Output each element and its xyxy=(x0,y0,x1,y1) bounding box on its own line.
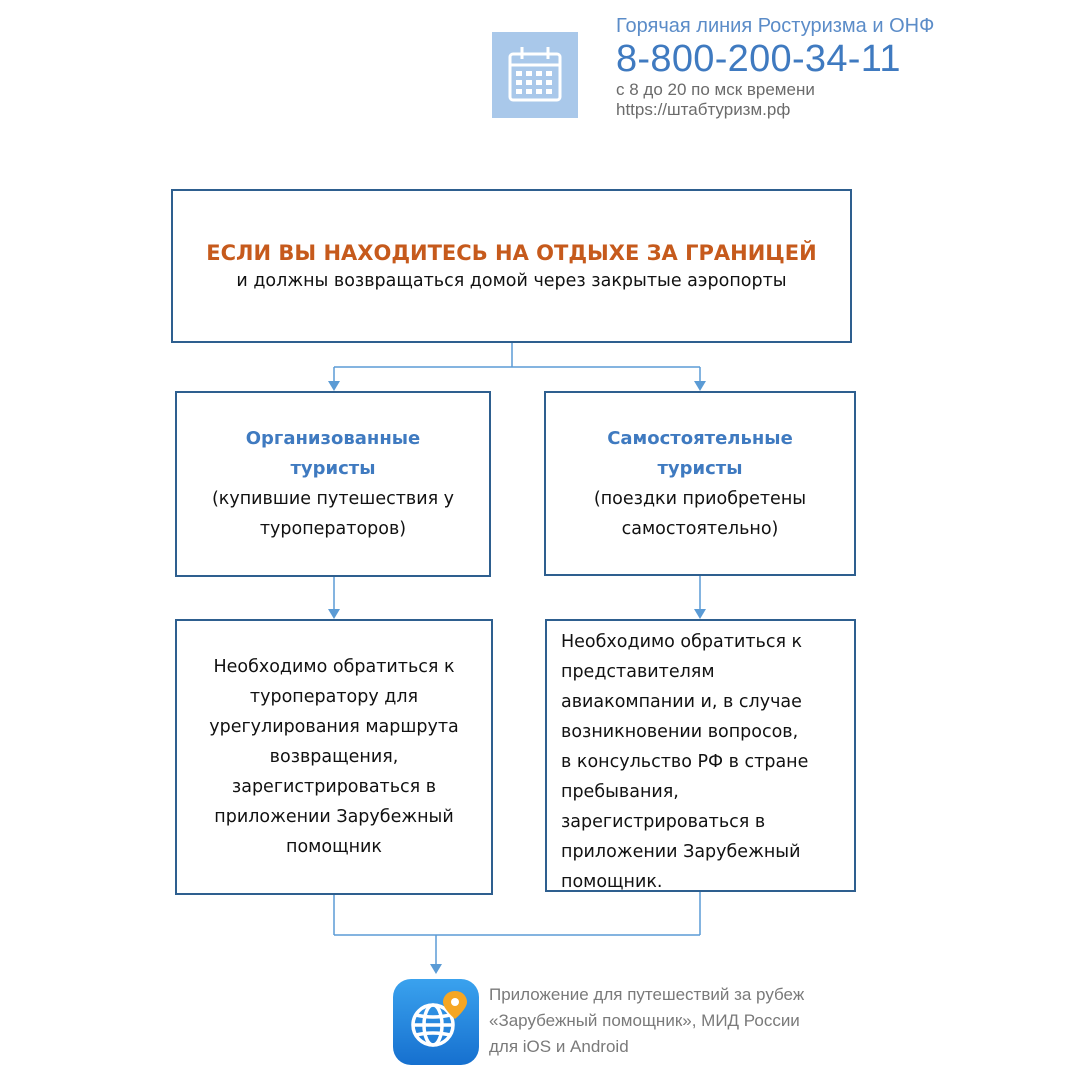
calendar-icon xyxy=(492,32,578,118)
independent-action-line: зарегистрироваться в xyxy=(561,812,766,832)
arrowhead-app xyxy=(430,964,442,974)
organized-action-line: помощник xyxy=(286,837,382,857)
hotline-url[interactable]: https://штабтуризм.рф xyxy=(616,100,791,119)
hotline-block xyxy=(616,14,934,120)
independent-action-line: представителям xyxy=(561,662,715,682)
organized-action-line: туроператору для xyxy=(249,687,419,707)
independent-title-line2: туристы xyxy=(657,457,743,479)
organized-action-box xyxy=(175,619,493,895)
arrowhead-left-bot xyxy=(328,609,340,619)
organized-title-line1: Организованные xyxy=(245,428,421,449)
app-caption-line1: Приложение для путешествий за рубеж xyxy=(489,985,805,1004)
independent-tourists-box xyxy=(544,391,856,576)
independent-sub-line1: (поездки приобретены xyxy=(593,488,807,509)
organized-title-line2: туристы xyxy=(290,458,376,479)
organized-action-line: урегулирования маршрута xyxy=(209,717,459,737)
hotline-phone[interactable]: 8-800-200-34-11 xyxy=(616,38,901,80)
organized-sub-line2: туроператоров) xyxy=(259,519,407,539)
globe-location-icon[interactable] xyxy=(393,979,479,1065)
hotline-title: Горячая линия Ростуризма и ОНФ xyxy=(616,15,935,37)
app-caption xyxy=(489,982,804,1060)
independent-action-line: пребывания, xyxy=(561,782,679,802)
independent-sub-line2: самостоятельно) xyxy=(621,518,779,539)
independent-action-line: помощник. xyxy=(561,872,663,892)
hotline-hours: с 8 до 20 по мск времени xyxy=(616,80,815,99)
independent-action-line: в консульство РФ в стране xyxy=(561,752,809,772)
independent-action-line: авиакомпании и, в случае xyxy=(561,692,802,712)
organized-tourists-box xyxy=(175,391,491,577)
app-caption-line2: «Зарубежный помощник», МИД России xyxy=(489,1011,800,1030)
arrowhead-right-bot xyxy=(694,609,706,619)
situation-box xyxy=(171,189,852,343)
independent-action-line: приложении Зарубежный xyxy=(561,842,801,862)
arrowhead-left-mid xyxy=(328,381,340,391)
independent-action-line: Необходимо обратиться к xyxy=(561,632,803,652)
organized-action-line: приложении Зарубежный xyxy=(214,807,454,827)
situation-subtitle: и должны возвращаться домой через закрытые аэропорты xyxy=(236,271,787,291)
arrowhead-right-mid xyxy=(694,381,706,391)
organized-action-line: возвращения, xyxy=(269,747,399,767)
independent-title-line1: Самостоятельные xyxy=(607,427,793,449)
organized-action-line: зарегистрироваться в xyxy=(231,777,437,797)
organized-sub-line1: (купившие путешествия у xyxy=(211,489,455,509)
app-caption-line3: для iOS и Android xyxy=(489,1037,629,1056)
independent-action-box xyxy=(545,619,856,892)
organized-action-line: Необходимо обратиться к xyxy=(213,657,455,677)
independent-action-line: возникновении вопросов, xyxy=(561,722,799,742)
situation-title: ЕСЛИ ВЫ НАХОДИТЕСЬ НА ОТДЫХЕ ЗА ГРАНИЦЕЙ xyxy=(206,241,817,265)
